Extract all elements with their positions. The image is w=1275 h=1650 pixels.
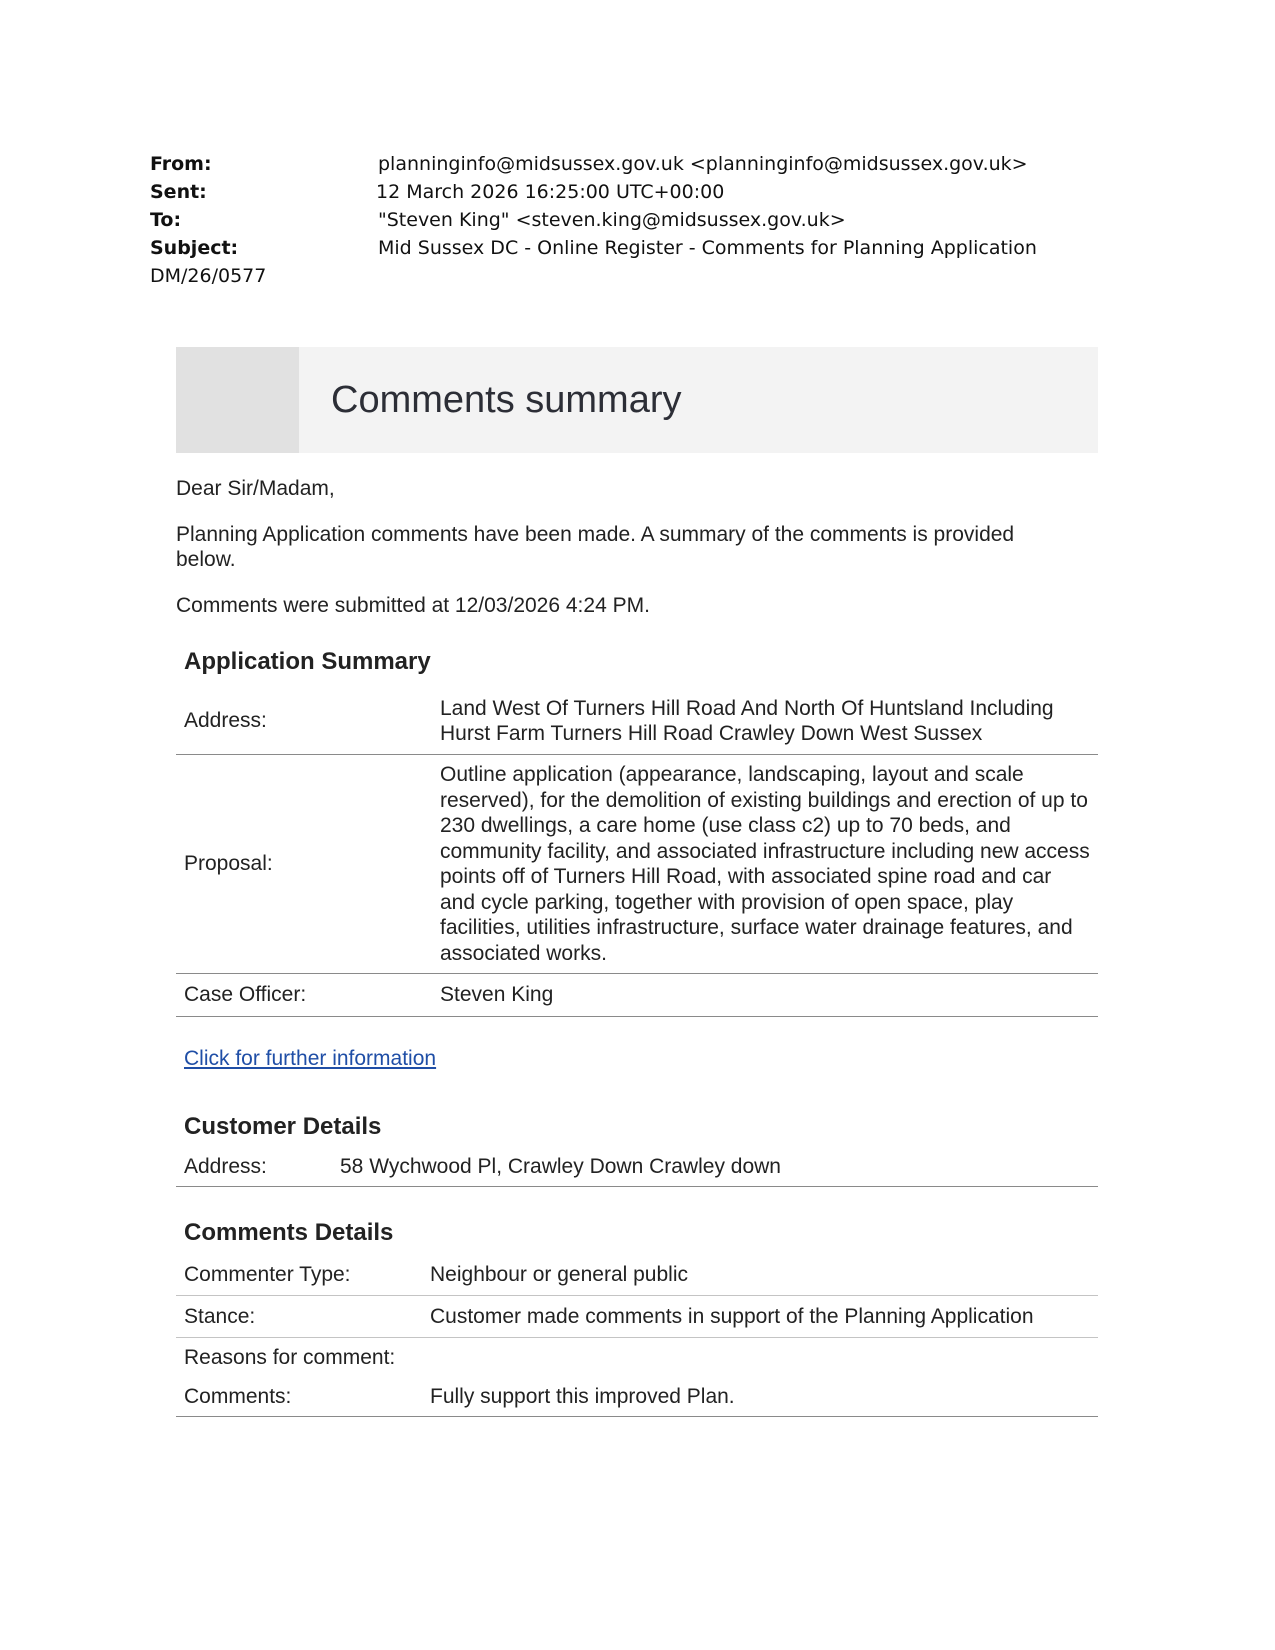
to-label: To: — [150, 209, 182, 231]
table-row — [176, 1254, 1098, 1296]
case-officer-value: Steven King — [440, 983, 554, 1007]
customer-address-value: 58 Wychwood Pl, Crawley Down Crawley down — [340, 1155, 781, 1178]
table-row — [176, 688, 1098, 755]
greeting: Dear Sir/Madam, — [176, 477, 335, 500]
case-officer-label: Case Officer: — [184, 983, 307, 1006]
sent-value: 12 March 2026 16:25:00 UTC+00:00 — [376, 181, 725, 203]
commenter-type-label: Commenter Type: — [184, 1262, 351, 1286]
customer-details-table — [176, 1148, 1098, 1187]
email-subject-row — [150, 234, 1050, 262]
comments-details-title: Comments Details — [184, 1219, 394, 1246]
summary-banner — [176, 347, 1098, 453]
customer-details-title: Customer Details — [184, 1113, 382, 1140]
application-summary-table — [176, 688, 1098, 1017]
table-row — [176, 1296, 1098, 1338]
email-to-row — [150, 206, 1050, 234]
reasons-label: Reasons for comment: — [184, 1346, 396, 1369]
submitted-text: Comments were submitted at 12/03/2026 4:24 PM. — [176, 594, 650, 617]
comments-label: Comments: — [184, 1385, 292, 1408]
further-info-wrap — [176, 1047, 1098, 1071]
customer-address-label: Address: — [184, 1155, 267, 1178]
commenter-type-value: Neighbour or general public — [430, 1262, 688, 1286]
proposal-value: Outline application (appearance, landscaping, layout and scale reserved), for the demolition of existing buildings and erection of up to 230 dwellings, a care home (use class c2) up to 70 beds, and community facility, and associated infrastructure including new access points off of Turners Hill Road, with associated spine road and car and cycle parking, together with provision of open space, play facilities, utilities infrastructure, surface water drainage features, and associated works. — [440, 763, 1090, 965]
reasons-value — [430, 1338, 1098, 1379]
to-value: "Steven King" <steven.king@midsussex.gov.uk> — [378, 209, 846, 231]
comments-details-table — [176, 1254, 1098, 1417]
further-info-link[interactable]: Click for further information — [184, 1047, 437, 1070]
comments-summary-card — [176, 347, 1098, 1417]
email-sent-row — [150, 178, 1050, 206]
subject-value: Mid Sussex DC - Online Register - Comments for Planning Application — [378, 237, 1037, 259]
table-row — [176, 755, 1098, 974]
application-summary-title: Application Summary — [184, 648, 431, 675]
table-row — [176, 974, 1098, 1017]
sent-label: Sent: — [150, 181, 207, 203]
intro-text: Planning Application comments have been made. A summary of the comments is provided below. — [176, 523, 1015, 571]
proposal-label: Proposal: — [184, 852, 273, 875]
subject-reference: DM/26/0577 — [150, 265, 267, 287]
banner-logo-placeholder — [176, 347, 299, 453]
table-row — [176, 1148, 1098, 1187]
address-value: Land West Of Turners Hill Road And North Of Huntsland Including Hurst Farm Turners Hill Road Crawley Down West Sussex — [440, 696, 1054, 745]
email-from-row — [150, 150, 1050, 178]
stance-label: Stance: — [184, 1304, 256, 1328]
table-row — [176, 1338, 1098, 1379]
email-header — [150, 150, 1050, 290]
from-label: From: — [150, 153, 212, 175]
address-label: Address: — [184, 709, 267, 732]
subject-label: Subject: — [150, 237, 239, 259]
from-value: planninginfo@midsussex.gov.uk <planninginfo@midsussex.gov.uk> — [378, 153, 1028, 175]
page-title: Comments summary — [331, 379, 682, 421]
stance-value: Customer made comments in support of the Planning Application — [430, 1304, 1034, 1328]
table-row — [176, 1378, 1098, 1417]
comments-value: Fully support this improved Plan. — [430, 1385, 735, 1408]
